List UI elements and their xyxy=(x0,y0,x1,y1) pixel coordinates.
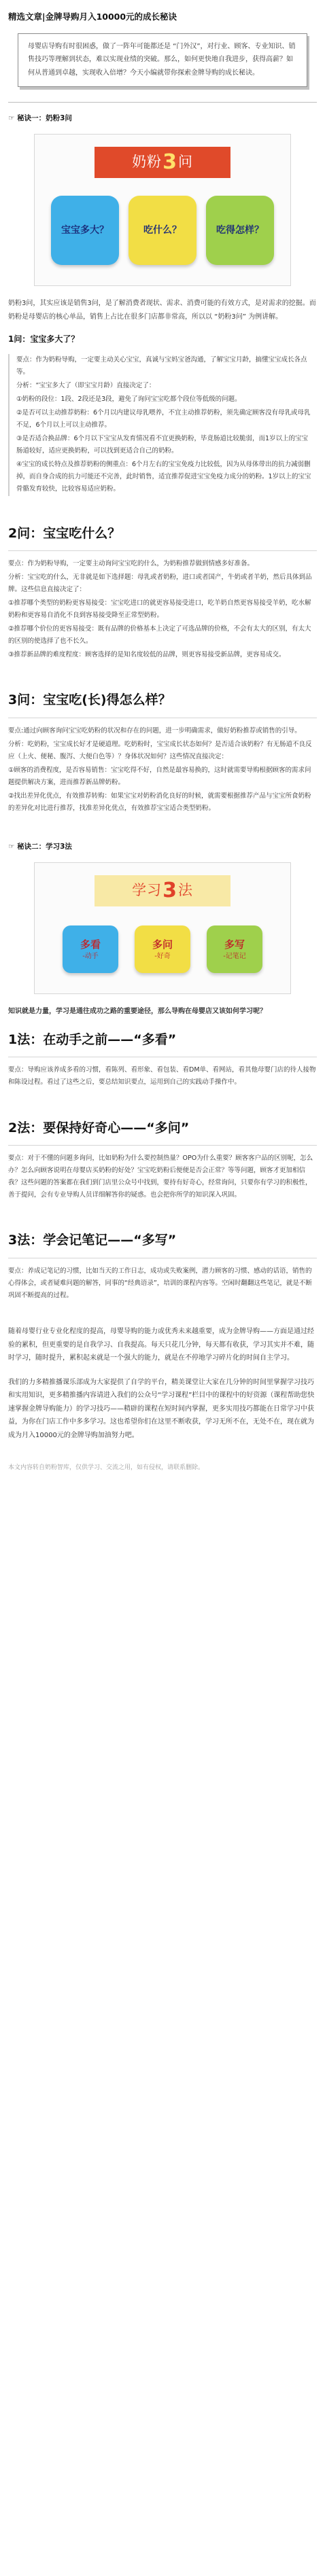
question2-item: ①推荐哪个类型的奶粉更容易接受：宝宝吃进口的就更容易接受进口，吃羊奶自然更容易接受羊奶，吃水解奶粉和更容易自消化不良到容易接受降至正常型奶粉。 xyxy=(8,599,311,620)
question3-item: ①顾客的消费程度，是否容易销售：宝宝吃得不好，自然是最容易换的，这时就需要导购根据顾客的需求问题提供解决方案，进而推荐新品牌奶粉。 xyxy=(8,766,311,787)
banner-title-left: 学习 xyxy=(132,882,162,899)
milk-3-questions-banner xyxy=(34,134,291,286)
banner-title-left: 奶粉 xyxy=(132,154,162,171)
closing-paragraph: 随着母婴行业专业化程度的提高，母婴导购的能力或优秀未来越重要，成为金牌导购——方面是通过经验的累积，但更重要的是自我学习、自我提高。每天只花几分钟，每天都有收获，学习其实并不难，随时学习，随时提升，累积起来就是一个强大的能力，就是在不停地学习碎片化的时间自主学习。 xyxy=(8,1328,314,1362)
article-title: 精选文章|金牌导购月入10000元的成长秘诀 xyxy=(8,12,177,22)
method-card-ask xyxy=(135,925,190,973)
question1-item: ③是否适合换品牌：6个月以下宝宝从发育情况看不宜更换奶粉，毕竟肠道比较脆弱，而1岁以上的宝宝肠道较好，适应更换奶粉，可以找到更适合自己的奶粉。 xyxy=(16,435,309,455)
banner-title-right: 法 xyxy=(177,882,193,899)
method3-body xyxy=(5,1264,320,1305)
banner-title-flag xyxy=(95,875,230,906)
banner-title-right: 问 xyxy=(177,154,193,171)
article-footer: 本文内容转自奶粉智库，仅供学习、交流之用，如有侵权，请联系删除。 xyxy=(8,1464,205,1472)
method-card-title: 多写 xyxy=(224,938,245,951)
method2-point: 要点：对于不懂的问题多询问，比如奶粉为什么要控制热量？OPO为什么重要？顾客客户品的区别呢，怎么办？怎么向顾客说明在母婴店买奶粉的好处？宝宝吃奶粉后便便是否会正常？等等问题，顾客才更加相信我？这些问题的答案都在我们到门店里公众号中找到，要持有好奇心，经常询问，只要你有学习的积极性，善于提问，会有专业导购人员详细解答你的疑惑。也会把你所学的知识深入巩固。 xyxy=(8,1154,313,1199)
banner-cards xyxy=(35,906,290,993)
banner-title-flag xyxy=(95,147,230,178)
question1-item: ②是否可以主动推荐奶粉：6个月以内建议母乳喂养，不宜主动推荐奶粉，须先确定顾客没有母乳或母乳不足，6个月以上可以主动推荐。 xyxy=(16,409,311,429)
divider xyxy=(8,550,317,551)
question3-heading: 3问：宝宝吃(长)得怎么样？ xyxy=(8,692,171,708)
banner-cards xyxy=(35,178,290,285)
question2-item: ③推荐新品牌的难度程度：顾客选择的是知名度较低的品牌，则更容易接受新品牌，更容易成交。 xyxy=(8,651,286,659)
divider xyxy=(8,1145,317,1146)
method-card-sub: -记笔记 xyxy=(223,952,246,960)
question3-analysis: 分析：吃奶粉，宝宝成长好才是硬道理。吃奶粉时，宝宝成长状态如何？是否适合该奶粉？有无肠道不良反应（上火、便秘、腹泻、大便白色等）？身体状况如何？这些情况直接决定： xyxy=(8,741,312,761)
banner-title-number: 3 xyxy=(162,879,177,903)
question-card-label: 吃什么？ xyxy=(143,224,182,236)
question1-point: 要点：作为奶粉导购，一定要主动关心宝宝，真诚与宝妈宝爸沟通，了解宝宝月龄，搞懂宝宝成长各点等。 xyxy=(16,355,307,376)
method1-body xyxy=(5,1063,320,1091)
question1-analysis: 分析：“宝宝多大了（即宝宝月龄）直接决定了： xyxy=(16,382,156,390)
question2-point: 要点：作为奶粉导购，一定要主动询问宝宝吃的什么，为奶粉推荐做到情感多好准备。 xyxy=(8,560,254,568)
method-card-title: 多看 xyxy=(80,938,101,951)
secret1-intro: 奶粉3问，其实应该是销售3问，是了解消费者现状、需求、消费可能的有效方式，是对需求的挖掘。而奶粉是母婴店的核心单品，销售上占比在很多门店都非常高，所以以 “奶粉3问” 为例讲解。 xyxy=(8,300,316,321)
method3-heading: 3法：学会记笔记——“多写” xyxy=(8,1233,177,1248)
question-card-age xyxy=(51,196,119,265)
divider xyxy=(8,102,317,103)
method-card-sub: -好奇 xyxy=(154,952,171,960)
method1-heading: 1法：在动手之前——“多看” xyxy=(8,1031,177,1047)
question2-body xyxy=(5,557,320,664)
question2-analysis: 分析：宝宝吃的什么，无非就是如下选择题：母乳或者奶粉，进口或者国产，牛奶或者羊奶，然后具体到品牌。这些信息直接决定了： xyxy=(8,574,312,594)
question2-heading: 2问：宝宝吃什么？ xyxy=(8,525,121,541)
intro-box: 母婴店导购有时很困惑，做了一阵年可能都还是 “门外汉”，对行业、顾客、专业知识、销售技巧等理解到状态，难以实现业绩的突破。那么，如何更快地自我进步，获得高薪？如何从普通到卓越，实现收入倍增？今天小编就带你探索金牌导购的成长秘诀。 xyxy=(18,33,307,88)
question3-body xyxy=(5,724,320,817)
secret2-label: ☞ 秘诀二：学习3法 xyxy=(5,817,320,858)
question-card-growth xyxy=(206,196,274,265)
method1-point: 要点：导购应该养成多看的习惯，看陈列、看形象、看包装、看DM单、看网站，看其他母婴门店的待人接物和陈设过程。看过了这些之后，要总结知识要点，运用到自己的实践动手操作中。 xyxy=(8,1066,316,1087)
question1-item: ①奶粉的段位：1段、2段还是3段，避免了询问宝宝吃都个段位等低级的问题。 xyxy=(16,395,241,404)
method2-heading: 2法：要保持好奇心——“多问” xyxy=(8,1120,190,1135)
learning-3-methods-banner xyxy=(34,862,291,994)
question1-item: ④宝宝的成长特点及推荐奶粉的侧重点：6个月左右的宝宝免疫力比较低，因为从母体带出的抗力减弱删掉，而自身合成的抗力可能还不完善，此时销售，适宜推荐促进宝宝免疫力成分的奶粉。1岁以上的宝宝骨骼发育较快，比较容易适应奶粉。 xyxy=(16,461,311,493)
question-card-label: 吃得怎样？ xyxy=(216,224,264,236)
method-card-write xyxy=(207,925,262,973)
method-card-look xyxy=(63,925,118,973)
closing-paragraph: 我们的力多精推播课乐部成为大家提供了自学的平台，精美课堂让大家在几分钟的时间里掌握学习技巧和实用知识，更多精推播内容请进入我们的公众号“学习课程”栏目中的课程中的好资源（课程帮助您快速掌握金牌导购能力）的学习技巧——精辟的课程在短时间内掌握，更多实用技巧都能在日常学习中获益，为你在门店工作中多多学习。这也希望你们在这里不断收获，学习无所不在，无处不在，现在就为成为月入10000元的金牌导购加油努力吧。 xyxy=(8,1378,315,1439)
method-card-title: 多问 xyxy=(152,938,173,951)
method3-point: 要点：养成记笔记的习惯，比如当天的工作日志，成功或失败案例，潜力顾客的习惯、感动的话语，销售的心得体会，或者疑难问题的解答，同事的“经典语录”，培训的课程内容等。空闲时翻翻这些笔记，就是不断巩固不断提高的过程。 xyxy=(8,1267,312,1299)
method2-body xyxy=(5,1151,320,1204)
secret2-intro: 知识就是力量，学习是通往成功之路的重要途径，那么导购在母婴店又该如何学习呢？ xyxy=(8,1008,267,1016)
question3-point: 要点:通过向顾客询问宝宝吃奶粉的状况和存在的问题，进一步明确需求，做好奶粉推荐或销售的引导。 xyxy=(8,727,301,735)
question-card-label: 宝宝多大？ xyxy=(61,224,109,236)
secret1-label: ☞ 秘诀一：奶粉3问 xyxy=(5,111,320,130)
question3-item: ②找出差异化优点，有效推荐转购：如果宝宝对奶粉消化良好的时候，就需要根据推荐产品与宝宝所食奶粉的差异化对比进行推荐，找准差异化优点，有效推荐宝宝适合类型奶粉。 xyxy=(8,792,311,813)
method-card-sub: -动手 xyxy=(82,952,99,960)
question2-item: ②推荐哪个价位的更容易接受：既有品牌的价格基本上决定了可选品牌的价格，不会有太大的区别，有太大的区别的使选择了也不长久。 xyxy=(8,625,311,646)
banner-title-number: 3 xyxy=(162,150,177,175)
question-card-food xyxy=(129,196,196,265)
question1-body xyxy=(8,354,317,496)
question1-heading: 1问：宝宝多大了？ xyxy=(8,334,80,345)
